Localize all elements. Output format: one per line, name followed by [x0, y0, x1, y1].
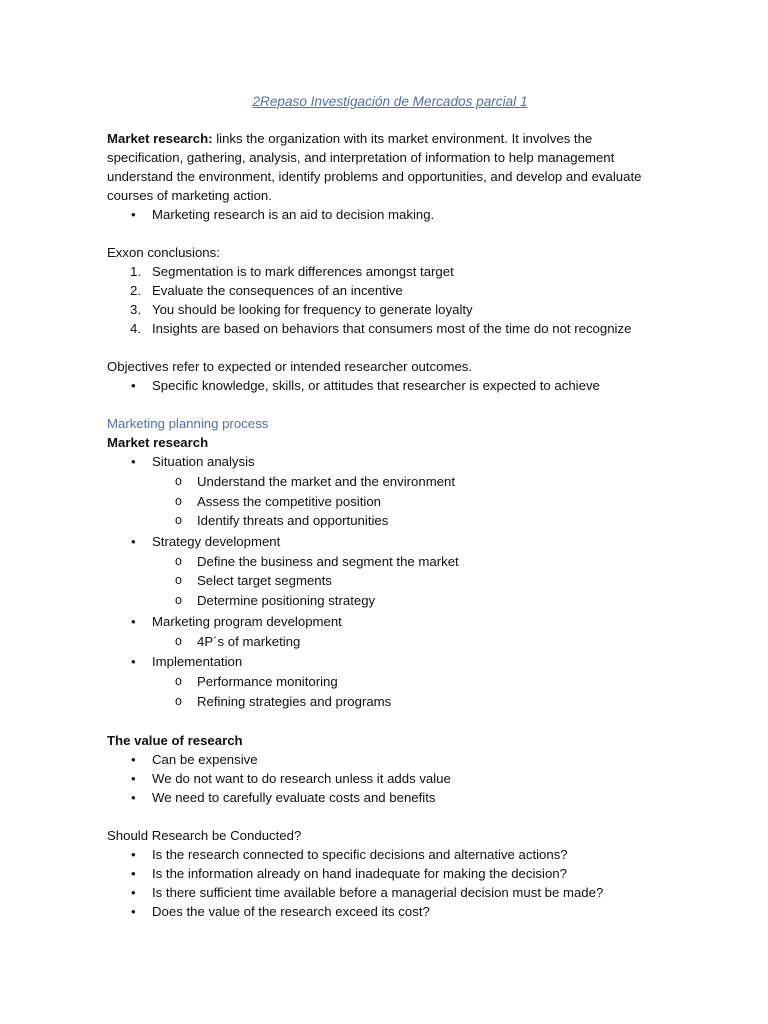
- objectives-text: Objectives refer to expected or intended researcher outcomes.: [107, 359, 473, 374]
- document-title: 2Repaso Investigación de Mercados parcial 1: [252, 94, 528, 109]
- should-heading: Should Research be Conducted?: [107, 828, 302, 844]
- bullet-glyph: •: [131, 207, 136, 222]
- definition-term: Market research:: [107, 131, 213, 146]
- list-item: 3. You should be looking for frequency to generate loyalty: [130, 302, 473, 317]
- sub-list-item: o Refining strategies and programs: [175, 693, 392, 709]
- sub-list-item: o Performance monitoring: [175, 674, 338, 690]
- planning-sublist: [107, 552, 667, 611]
- market-research-definition: [107, 129, 667, 205]
- exxon-heading: Exxon conclusions:: [107, 245, 220, 260]
- list-item: • Situation analysis: [131, 454, 255, 469]
- list-item: 1. Segmentation is to mark differences amongst target: [130, 264, 454, 279]
- list-item: • We do not want to do research unless it adds value: [131, 771, 451, 787]
- list-item: • Does the value of the research exceed its cost?: [131, 904, 430, 920]
- definition-text: links the organization with its market environment. It involves the specification, gathering, analysis, and interpretation of information to help management understand the environment, identify problems and opportunities, and develop and evaluate courses of marketing action.: [107, 131, 642, 203]
- planning-heading: Marketing planning process: [107, 416, 269, 431]
- objectives-bullets: [107, 376, 667, 395]
- definition-bullets: [107, 205, 667, 224]
- value-heading: The value of research: [107, 733, 243, 749]
- list-item: • Can be expensive: [131, 752, 258, 768]
- planning-sublist: [107, 672, 667, 711]
- list-item: • Marketing program development: [131, 613, 342, 629]
- sub-list-item: o Define the business and segment the market: [175, 553, 459, 569]
- list-item: • Is the information already on hand inadequate for making the decision?: [131, 866, 567, 882]
- planning-list: [107, 532, 667, 551]
- list-item: • Is the research connected to specific decisions and alternative actions?: [131, 847, 568, 863]
- sub-list-item: o Select target segments: [175, 573, 332, 589]
- planning-list: [107, 612, 667, 631]
- list-item: • Is there sufficient time available before a managerial decision must be made?: [131, 885, 604, 901]
- list-item: • Strategy development: [131, 533, 281, 549]
- sub-list-item: o Determine positioning strategy: [175, 592, 376, 608]
- planning-subheading: Market research: [107, 435, 209, 450]
- list-item: • Marketing research is an aid to decision making.: [131, 207, 435, 222]
- should-list: [107, 845, 667, 921]
- planning-sublist: [107, 632, 667, 652]
- list-item: 4. Insights are based on behaviors that consumers most of the time do not recognize: [130, 321, 632, 336]
- sub-list-item: o Understand the market and the environment: [175, 474, 456, 489]
- value-list: [107, 750, 667, 807]
- list-item: • Implementation: [131, 654, 243, 670]
- list-item: • We need to carefully evaluate costs and benefits: [131, 790, 436, 806]
- planning-list: [107, 652, 667, 671]
- sub-list-item: o Identify threats and opportunities: [175, 513, 389, 529]
- planning-list: [107, 452, 667, 471]
- document-page: [107, 92, 667, 921]
- sub-list-item: o Assess the competitive position: [175, 493, 381, 509]
- list-item: • Specific knowledge, skills, or attitudes that researcher is expected to achieve: [131, 378, 600, 393]
- sub-list-item: o 4P´s of marketing: [175, 633, 301, 649]
- exxon-list: [107, 262, 667, 338]
- planning-sublist: [107, 472, 667, 531]
- list-item: 2. Evaluate the consequences of an incentive: [130, 283, 403, 298]
